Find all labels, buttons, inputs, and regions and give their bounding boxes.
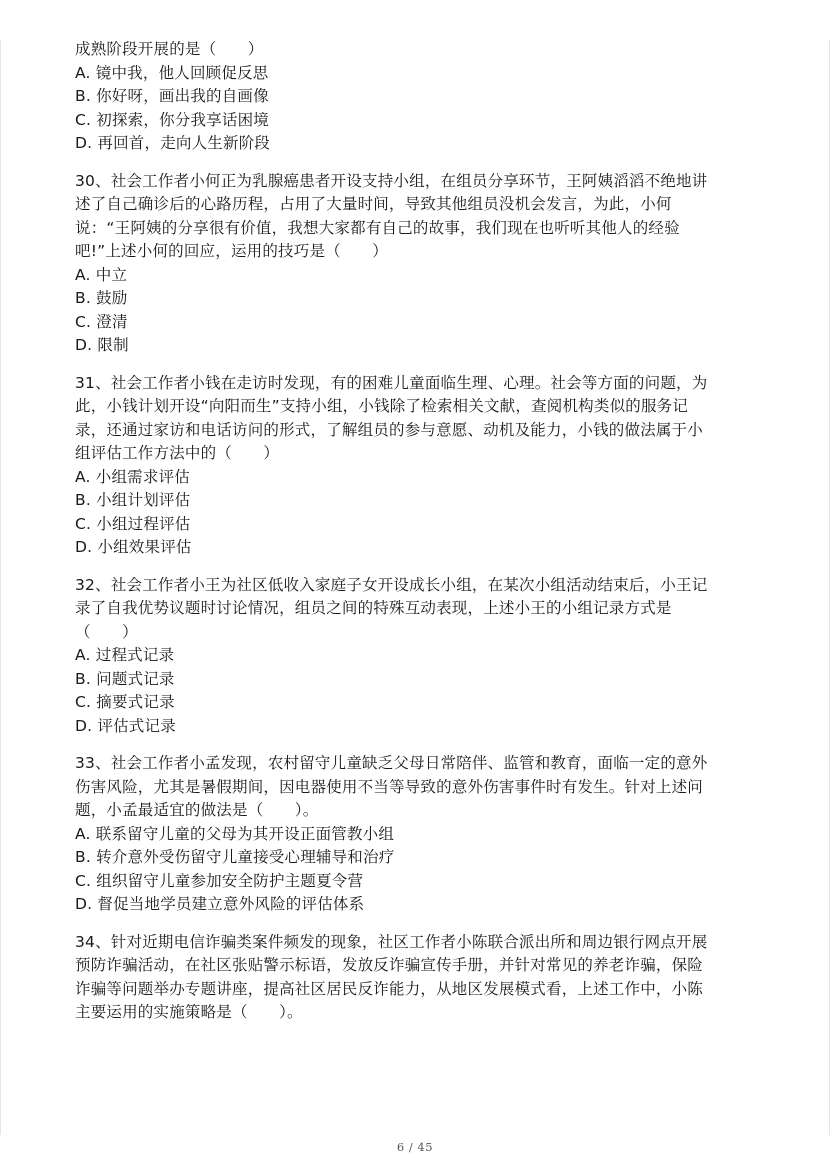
option-c: C. 初探索，你分我享话困境 [75,110,269,129]
option-d: D. 再回首，走向人生新阶段 [75,134,271,152]
stem-line: 录，还通过家访和电话访问的形式，了解组员的参与意愿、动机及能力，小钱的做法属于小 [75,420,704,439]
option-list [75,644,755,738]
option-d: D. 限制 [75,336,129,354]
option-b: B. 鼓励 [75,289,128,307]
option-a: A. 中立 [75,265,128,284]
stem-line: 31、社会工作者小钱在走访时发现，有的困难儿童面临生理、心理。社会等方面的问题，为 [75,373,708,392]
option-a: A. 过程式记录 [75,646,175,664]
stem-line: 述了自己确诊后的心路历程，占用了大量时间，导致其他组员没机会发言，为此，小何 [75,195,672,213]
stem-line: 成熟阶段开展的是（ ） [75,40,264,58]
stem-line: 组评估工作方法中的（ ） [75,444,280,462]
question-stem [75,574,755,645]
option-list [75,466,755,560]
option-b: B. 问题式记录 [75,669,175,688]
page-content [75,38,755,1039]
option-b: B. 小组计划评估 [75,491,191,509]
option-d: D. 督促当地学员建立意外风险的评估体系 [75,895,365,913]
stem-line: 主要运用的实施策略是（ ）。 [75,1003,303,1021]
stem-line: 诈骗等问题举办专题讲座，提高社区居民反诈能力，从地区发展模式看，上述工作中，小陈 [75,979,704,998]
stem-line: 34、针对近期电信诈骗类案件频发的现象，社区工作者小陈联合派出所和周边银行网点开展 [75,932,708,951]
question-32 [75,574,755,739]
option-b: B. 转介意外受伤留守儿童接受心理辅导和治疗 [75,848,395,866]
page-left-border [0,40,1,1135]
stem-line: 吧!”上述小何的回应，运用的技巧是（ ） [75,242,388,260]
option-list [75,62,755,156]
question-stem [75,170,755,264]
option-d: D. 小组效果评估 [75,538,192,556]
stem-line: （ ） [75,622,138,641]
question-33 [75,752,755,917]
option-list [75,264,755,358]
question-stem [75,931,755,1025]
stem-line: 录了自我优势议题时讨论情况，组员之间的特殊互动表现，上述小王的小组记录方式是 [75,599,672,617]
option-a: A. 小组需求评估 [75,467,190,486]
question-31 [75,372,755,560]
stem-line: 说：“王阿姨的分享很有价值，我想大家都有自己的故事，我们现在也听听其他人的经验 [75,218,680,237]
option-b: B. 你好呀，画出我的自画像 [75,87,269,105]
option-c: C. 组织留守儿童参加安全防护主题夏令营 [75,871,364,890]
option-c: C. 澄清 [75,312,128,331]
option-a: A. 联系留守儿童的父母为其开设正面管教小组 [75,824,395,843]
question-34 [75,931,755,1025]
option-d: D. 评估式记录 [75,716,176,735]
question-29-continued [75,38,755,156]
question-stem [75,372,755,466]
option-c: C. 摘要式记录 [75,693,175,711]
page-number: 6 / 45 [396,1140,434,1154]
option-list [75,823,755,917]
stem-line: 33、社会工作者小孟发现，农村留守儿童缺乏父母日常陪伴、监管和教育，面临一定的意外 [75,754,708,772]
stem-line: 此，小钱计划开设“向阳而生”支持小组，小钱除了检索相关文献，查阅机构类似的服务记 [75,397,689,415]
stem-line: 32、社会工作者小王为社区低收入家庭子女开设成长小组，在某次小组活动结束后，小王记 [75,575,708,594]
question-stem [75,752,755,823]
question-30 [75,170,755,358]
stem-line: 30、社会工作者小何正为乳腺癌患者开设支持小组，在组员分享环节，王阿姨滔滔不绝地讲 [75,171,708,190]
stem-line: 题，小孟最适宜的做法是（ ）。 [75,801,319,819]
option-a: A. 镜中我，他人回顾促反思 [75,63,269,82]
stem-line: 预防诈骗活动，在社区张贴警示标语，发放反诈骗宣传手册，并针对常见的养老诈骗，保险 [75,956,704,974]
stem-line: 伤害风险，尤其是暑假期间，因电器使用不当等导致的意外伤害事件时有发生。针对上述问 [75,777,704,796]
question-stem [75,38,755,62]
option-c: C. 小组过程评估 [75,514,191,533]
